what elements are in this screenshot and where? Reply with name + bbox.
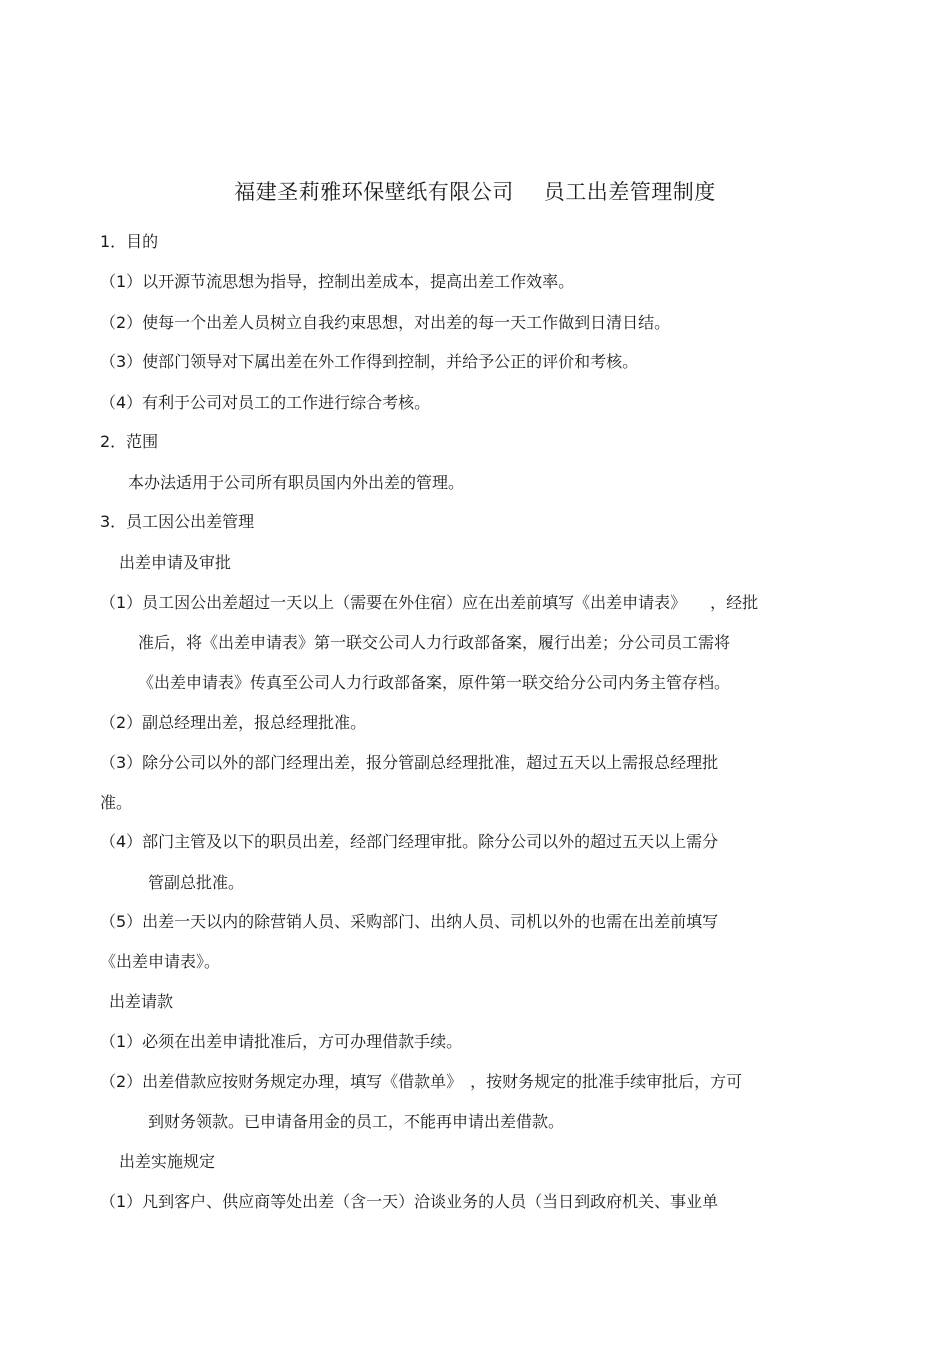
purpose-item-1: （1）以开源节流思想为指导，控制出差成本，提高出差工作效率。 [100, 272, 575, 291]
scope-text: 本办法适用于公司所有职员国内外出差的管理。 [128, 473, 465, 492]
subheading-application-approval: 出差申请及审批 [119, 553, 232, 572]
advance-item-1: （1）必须在出差申请批准后，方可办理借款手续。 [100, 1032, 463, 1051]
approval-item-5-line-1: （5）出差一天以内的除营销人员、采购部门、出纳人员、司机以外的也需在出差前填写 [100, 912, 719, 931]
approval-item-3-line-1: （3）除分公司以外的部门经理出差，报分管副总经理批准，超过五天以上需报总经理批 [100, 753, 719, 772]
heading-business-trip-management: 3．员工因公出差管理 [100, 512, 255, 531]
approval-item-2: （2）副总经理出差，报总经理批准。 [100, 713, 367, 732]
approval-item-5-line-2: 《出差申请表》。 [100, 952, 221, 971]
purpose-item-4: （4）有利于公司对员工的工作进行综合考核。 [100, 393, 431, 412]
approval-item-1-line-3: 《出差申请表》传真至公司人力行政部备案，原件第一联交给分公司内务主管存档。 [138, 673, 731, 692]
approval-item-3-line-2: 准。 [100, 793, 133, 812]
approval-item-4-line-2: 管副总批准。 [148, 873, 245, 892]
purpose-item-3: （3）使部门领导对下属出差在外工作得到控制，并给予公正的评价和考核。 [100, 352, 639, 371]
heading-scope: 2．范围 [100, 432, 159, 451]
heading-purpose: 1．目的 [100, 232, 159, 251]
advance-item-2-line-1: （2）出差借款应按财务规定办理，填写《借款单》 ，按财务规定的批准手续审批后，方可 [100, 1072, 743, 1091]
document-title [0, 178, 950, 206]
approval-item-4-line-1: （4）部门主管及以下的职员出差，经部门经理审批。除分公司以外的超过五天以上需分 [100, 832, 719, 851]
title-company: 福建圣莉雅环保壁纸有限公司 [234, 180, 514, 204]
title-doc-name: 员工出差管理制度 [543, 180, 716, 204]
implementation-item-1: （1）凡到客户、供应商等处出差（含一天）洽谈业务的人员（当日到政府机关、事业单 [100, 1192, 719, 1211]
advance-item-2-line-2: 到财务领款。已申请备用金的员工，不能再申请出差借款。 [148, 1112, 565, 1131]
approval-item-1-line-2: 准后，将《出差申请表》第一联交公司人力行政部备案，履行出差；分公司员工需将 [138, 633, 731, 652]
subheading-advance-payment: 出差请款 [109, 992, 174, 1011]
subheading-implementation-rules: 出差实施规定 [119, 1152, 216, 1171]
approval-item-1-line-1: （1）员工因公出差超过一天以上（需要在外住宿）应在出差前填写《出差申请表》 ，经批 [100, 593, 759, 612]
purpose-item-2: （2）使每一个出差人员树立自我约束思想，对出差的每一天工作做到日清日结。 [100, 313, 671, 332]
